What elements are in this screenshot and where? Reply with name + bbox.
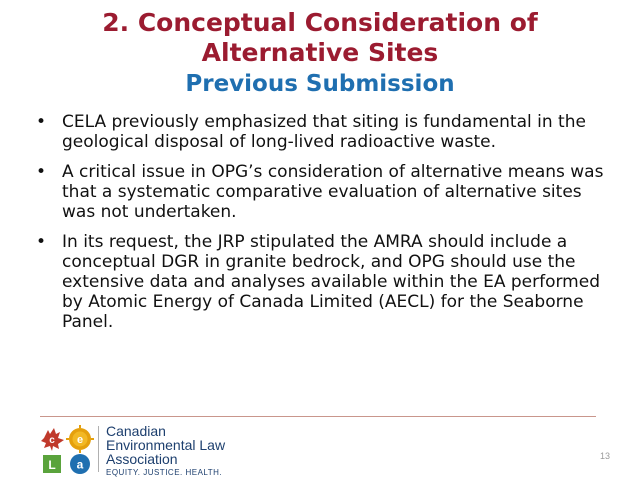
cela-logo [40, 424, 260, 476]
logo-tile-a: a [76, 457, 84, 472]
maple-leaf-icon [41, 428, 64, 451]
bullet-marker: • [36, 112, 47, 132]
logo-name-line-3: Association [106, 451, 178, 467]
page-number: 13 [599, 451, 610, 461]
bullet-item [30, 112, 610, 152]
slide-title [0, 8, 640, 99]
logo-wordmark [106, 424, 266, 478]
bullet-list [30, 112, 610, 342]
cela-logo-mark-icon [40, 424, 96, 476]
title-line-2: Alternative Sites [201, 38, 439, 67]
title-line-1: 2. Conceptual Consideration of [102, 8, 538, 37]
logo-tile-e: e [76, 434, 84, 446]
logo-divider [98, 426, 99, 472]
slide-subtitle: Previous Submission [185, 71, 455, 97]
sun-icon [66, 425, 94, 453]
blue-circle-icon [70, 454, 90, 474]
logo-tagline: EQUITY. JUSTICE. HEALTH. [106, 468, 223, 477]
bullet-item [30, 232, 610, 332]
logo-tile-c: c [49, 435, 55, 446]
bullet-marker: • [36, 162, 47, 182]
bullet-text: CELA previously emphasized that siting is fundamental in the geological disposal of long-lived radioactive waste. [62, 112, 586, 152]
bullet-text: In its request, the JRP stipulated the AMRA should include a conceptual DGR in granite bedrock, and OPG should use the extensive data and analyses available within the EA performed by Atomic Energy of Canada Limited (AECL) for the Seaborne Panel. [62, 232, 600, 332]
bullet-item [30, 162, 610, 222]
footer-divider [40, 416, 596, 417]
green-square-icon [43, 455, 61, 473]
bullet-text: A critical issue in OPG’s consideration of alternative means was that a systematic comparative evaluation of alternative sites was not undertaken. [62, 162, 604, 222]
logo-name-line-1: Canadian [106, 423, 166, 439]
logo-tile-l: L [48, 458, 56, 472]
bullet-marker: • [36, 232, 47, 252]
logo-name-line-2: Environmental Law [106, 437, 226, 453]
